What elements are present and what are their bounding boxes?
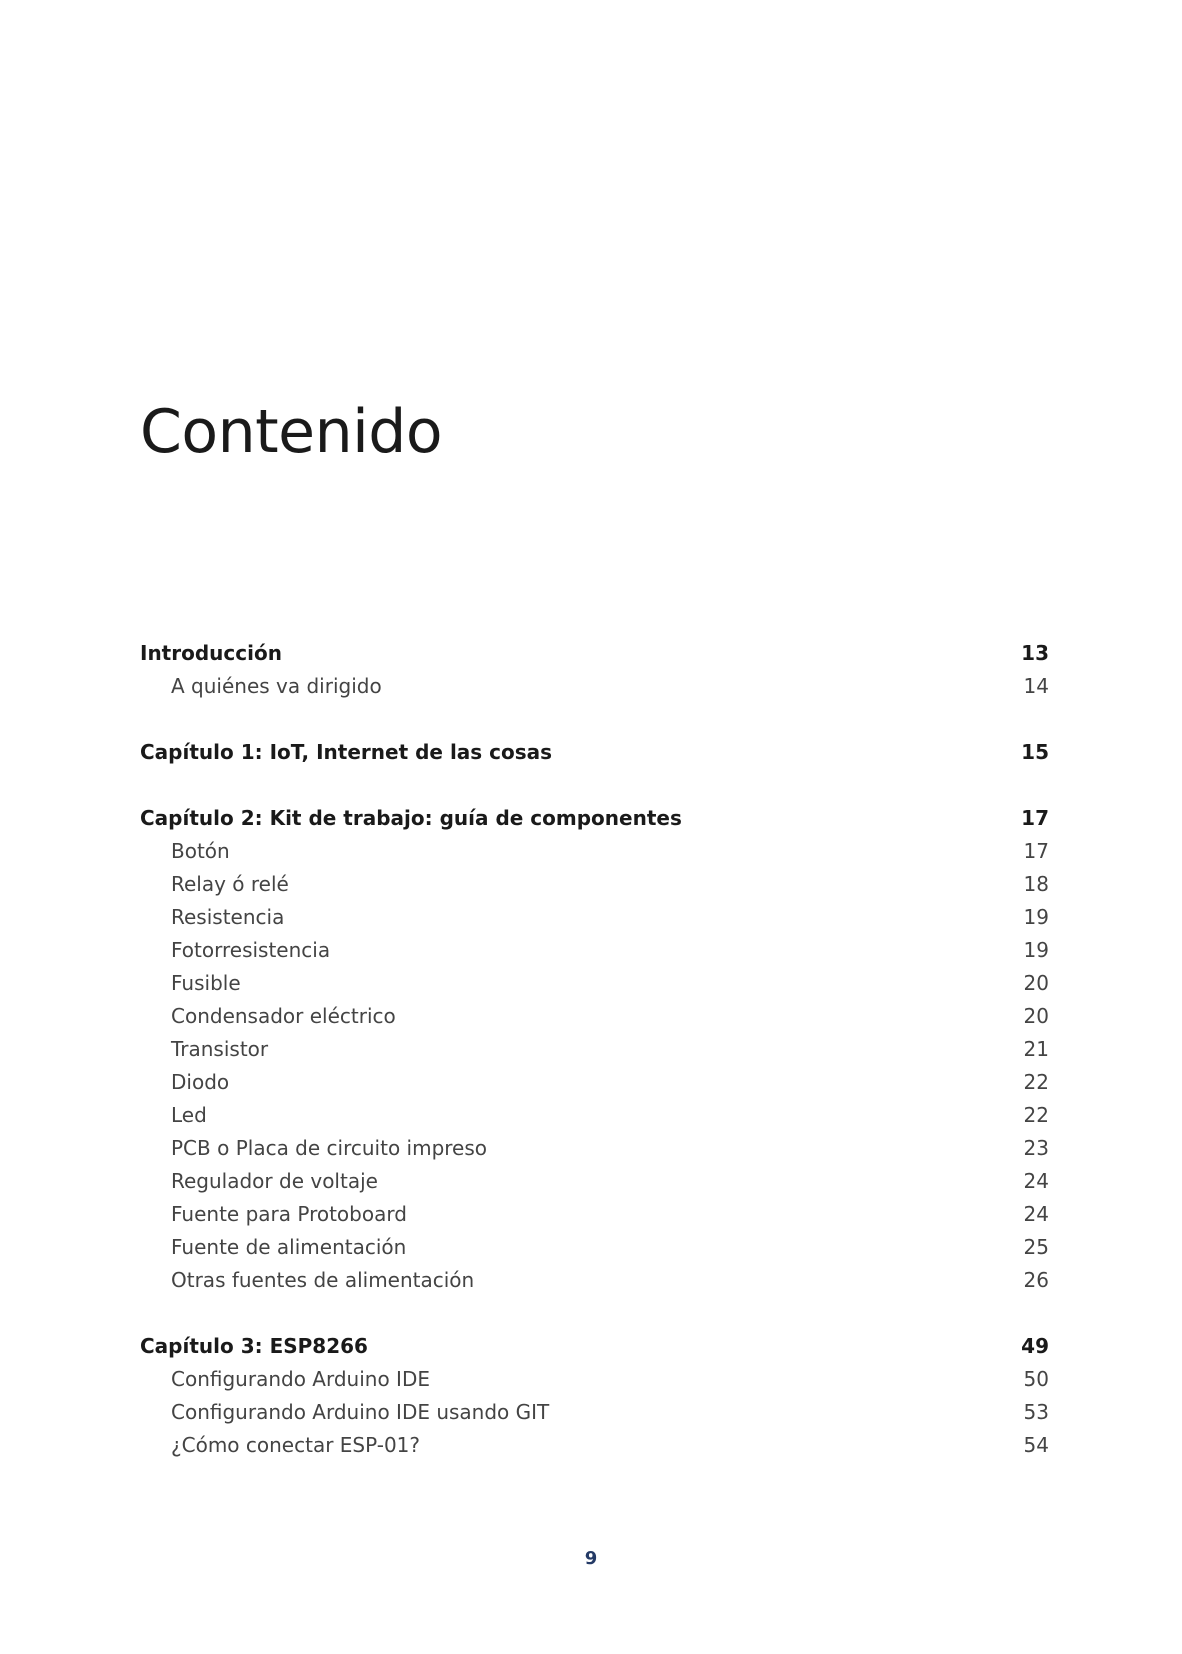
toc-subentry-page: 14 xyxy=(1023,674,1049,698)
toc-subentry[interactable] xyxy=(140,670,1049,703)
toc-subentry-title: Otras fuentes de alimentación xyxy=(171,1268,475,1292)
toc-subentry-title: Configurando Arduino IDE xyxy=(171,1367,430,1391)
toc-subentry-title: Resistencia xyxy=(171,905,285,929)
toc-subentry-page: 22 xyxy=(1023,1070,1049,1094)
toc-subentry-title: Fusible xyxy=(171,971,241,995)
toc-chapter-entry[interactable] xyxy=(140,637,1049,670)
toc-section xyxy=(140,802,1049,1297)
toc-chapter-page: 15 xyxy=(1021,740,1049,764)
toc-subentry[interactable] xyxy=(140,1429,1049,1462)
toc-subentry[interactable] xyxy=(140,1132,1049,1165)
toc-chapter-page: 17 xyxy=(1021,806,1049,830)
toc-subentry-title: ¿Cómo conectar ESP-01? xyxy=(171,1433,421,1457)
toc-subentry[interactable] xyxy=(140,868,1049,901)
toc-subentry[interactable] xyxy=(140,967,1049,1000)
toc-chapter-title: Capítulo 2: Kit de trabajo: guía de componentes xyxy=(140,806,682,830)
toc-section xyxy=(140,637,1049,703)
toc-subentry-title: Transistor xyxy=(171,1037,269,1061)
toc-subentry-page: 24 xyxy=(1023,1202,1049,1226)
toc-subentry-page: 54 xyxy=(1023,1433,1049,1457)
toc-subentry[interactable] xyxy=(140,1066,1049,1099)
toc-subentry[interactable] xyxy=(140,1198,1049,1231)
toc-chapter-title: Introducción xyxy=(140,641,282,665)
toc-subentry-page: 20 xyxy=(1023,971,1049,995)
toc-subentry-title: Fuente para Protoboard xyxy=(171,1202,407,1226)
page-title: Contenido xyxy=(140,397,443,467)
toc-subentry[interactable] xyxy=(140,934,1049,967)
toc-chapter-title: Capítulo 3: ESP8266 xyxy=(140,1334,368,1358)
toc-subentry-title: Regulador de voltaje xyxy=(171,1169,378,1193)
table-of-contents xyxy=(140,637,1049,1495)
toc-subentry[interactable] xyxy=(140,1264,1049,1297)
toc-subentry-title: Fuente de alimentación xyxy=(171,1235,407,1259)
page-number: 9 xyxy=(584,1548,598,1569)
toc-subentry[interactable] xyxy=(140,1396,1049,1429)
toc-subentry-title: Diodo xyxy=(171,1070,230,1094)
toc-subentry-page: 19 xyxy=(1023,905,1049,929)
toc-subentry-title: A quiénes va dirigido xyxy=(171,674,382,698)
toc-subentry-page: 24 xyxy=(1023,1169,1049,1193)
toc-subentry-title: Relay ó relé xyxy=(171,872,289,896)
toc-subentry[interactable] xyxy=(140,1231,1049,1264)
toc-subentry[interactable] xyxy=(140,1099,1049,1132)
toc-subentry-title: Configurando Arduino IDE usando GIT xyxy=(171,1400,550,1424)
toc-subentry[interactable] xyxy=(140,835,1049,868)
toc-section xyxy=(140,1330,1049,1462)
toc-subentry-title: Led xyxy=(171,1103,207,1127)
toc-subentry-title: Botón xyxy=(171,839,230,863)
toc-subentry-title: Condensador eléctrico xyxy=(171,1004,396,1028)
toc-subentry-page: 22 xyxy=(1023,1103,1049,1127)
toc-subentry-page: 25 xyxy=(1023,1235,1049,1259)
toc-subentry[interactable] xyxy=(140,901,1049,934)
toc-chapter-entry[interactable] xyxy=(140,1330,1049,1363)
toc-subentry[interactable] xyxy=(140,1033,1049,1066)
toc-section xyxy=(140,736,1049,769)
toc-subentry-title: Fotorresistencia xyxy=(171,938,331,962)
toc-subentry[interactable] xyxy=(140,1363,1049,1396)
toc-subentry-page: 18 xyxy=(1023,872,1049,896)
toc-chapter-page: 13 xyxy=(1021,641,1049,665)
toc-subentry-page: 26 xyxy=(1023,1268,1049,1292)
toc-chapter-entry[interactable] xyxy=(140,736,1049,769)
toc-subentry-title: PCB o Placa de circuito impreso xyxy=(171,1136,488,1160)
toc-subentry-page: 50 xyxy=(1023,1367,1049,1391)
toc-subentry-page: 21 xyxy=(1023,1037,1049,1061)
toc-subentry-page: 53 xyxy=(1023,1400,1049,1424)
toc-subentry[interactable] xyxy=(140,1165,1049,1198)
toc-subentry-page: 19 xyxy=(1023,938,1049,962)
toc-subentry[interactable] xyxy=(140,1000,1049,1033)
toc-chapter-page: 49 xyxy=(1021,1334,1049,1358)
toc-chapter-title: Capítulo 1: IoT, Internet de las cosas xyxy=(140,740,553,764)
toc-chapter-entry[interactable] xyxy=(140,802,1049,835)
toc-subentry-page: 23 xyxy=(1023,1136,1049,1160)
toc-subentry-page: 20 xyxy=(1023,1004,1049,1028)
toc-subentry-page: 17 xyxy=(1023,839,1049,863)
